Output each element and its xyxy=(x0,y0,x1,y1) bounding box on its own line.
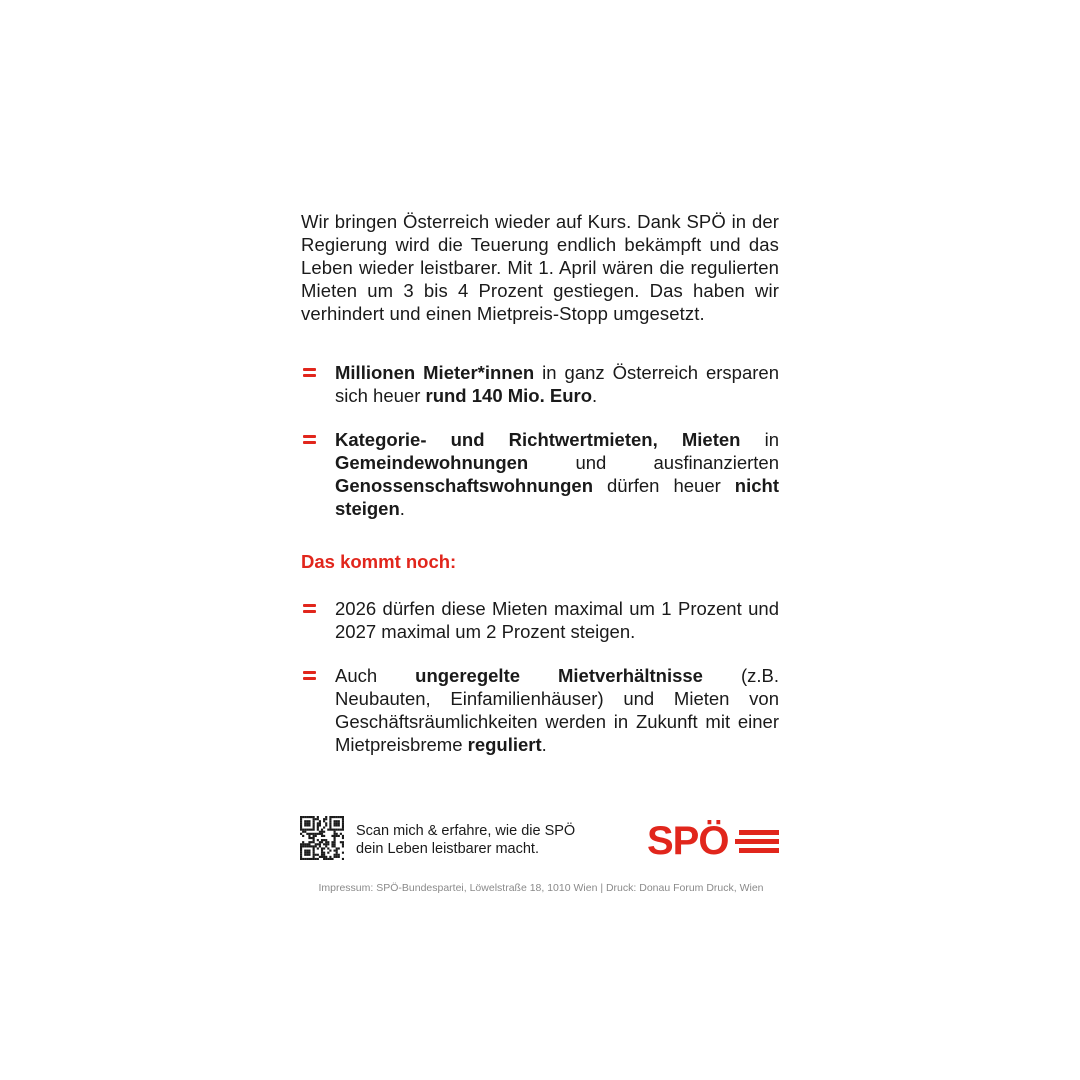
qr-module xyxy=(313,820,315,822)
qr-module xyxy=(329,822,331,824)
qr-module xyxy=(336,833,338,835)
qr-module xyxy=(323,820,325,822)
qr-module xyxy=(304,816,306,818)
qr-module xyxy=(323,843,325,845)
qr-module xyxy=(313,845,315,847)
qr-module xyxy=(331,845,333,847)
body-text: 2026 dürfen diese Mieten maximal um 1 Prozent und 2027 maximal um 2 Prozent steigen. xyxy=(335,598,779,642)
qr-module xyxy=(336,854,338,856)
qr-module xyxy=(300,822,302,824)
bullet-text xyxy=(335,598,779,642)
qr-module xyxy=(323,831,325,833)
qr-module xyxy=(302,829,304,831)
qr-module xyxy=(304,850,306,852)
qr-module xyxy=(340,829,342,831)
qr-module xyxy=(321,833,323,835)
qr-module xyxy=(304,845,306,847)
emphasis-text: rund 140 Mio. Euro xyxy=(425,385,593,406)
qr-module xyxy=(319,831,321,833)
qr-module xyxy=(313,850,315,852)
qr-module xyxy=(323,856,325,858)
qr-module xyxy=(327,858,329,860)
qr-module xyxy=(338,816,340,818)
qr-module xyxy=(304,822,306,824)
qr-module xyxy=(304,858,306,860)
qr-module xyxy=(308,858,310,860)
qr-module xyxy=(300,818,302,820)
qr-module xyxy=(338,829,340,831)
body-text: und ausfinanzierten xyxy=(528,452,779,473)
qr-module xyxy=(317,847,319,849)
qr-module xyxy=(325,845,327,847)
emphasis-text: ungeregelte Mietverhältnisse xyxy=(415,665,703,686)
equals-bullet-icon xyxy=(303,671,316,680)
qr-module xyxy=(313,816,315,818)
emphasis-text: nicht steigen xyxy=(335,475,779,519)
qr-module xyxy=(334,835,336,837)
qr-module xyxy=(306,843,308,845)
qr-module xyxy=(313,822,315,824)
qr-module xyxy=(306,833,308,835)
qr-module xyxy=(342,822,344,824)
qr-module xyxy=(329,824,331,826)
qr-module xyxy=(302,816,304,818)
qr-module xyxy=(315,818,317,820)
qr-module xyxy=(308,837,310,839)
qr-module xyxy=(329,826,331,828)
qr-module xyxy=(342,820,344,822)
qr-module xyxy=(325,816,327,818)
qr-module xyxy=(342,837,344,839)
qr-module xyxy=(325,824,327,826)
qr-module xyxy=(302,831,304,833)
bullet-item xyxy=(301,361,779,407)
qr-module xyxy=(342,824,344,826)
body-text: dürfen heuer xyxy=(593,475,735,496)
qr-module xyxy=(342,826,344,828)
qr-module xyxy=(317,839,319,841)
qr-module xyxy=(308,854,310,856)
section-subheading: Das kommt noch: xyxy=(301,551,457,572)
qr-module xyxy=(304,831,306,833)
bullet-list-upcoming xyxy=(301,597,779,756)
qr-module xyxy=(329,850,331,852)
qr-module xyxy=(334,841,336,843)
qr-module xyxy=(302,858,304,860)
emphasis-text: Gemeindewohnungen xyxy=(335,452,529,473)
intro-paragraph: Wir bringen Österreich wieder auf Kurs. Dank SPÖ in der Regierung wird die Teuerung endlich bekämpft und das Leben wieder leistbarer. Mit 1. April wären die regulierten Mieten um 3 bis 4 Prozent gestiegen. Das haben wir verhindert und einen Mietpreis-Stopp umgesetzt. xyxy=(301,211,779,324)
qr-module xyxy=(300,847,302,849)
qr-module xyxy=(317,854,319,856)
qr-module xyxy=(327,829,329,831)
qr-module xyxy=(329,829,331,831)
qr-module xyxy=(334,843,336,845)
qr-module xyxy=(313,835,315,837)
qr-module xyxy=(313,833,315,835)
qr-module xyxy=(310,845,312,847)
qr-module xyxy=(334,854,336,856)
bullet-text xyxy=(335,362,779,406)
qr-module xyxy=(336,822,338,824)
qr-module xyxy=(306,822,308,824)
qr-module xyxy=(342,816,344,818)
qr-module xyxy=(300,845,302,847)
qr-module xyxy=(308,820,310,822)
qr-module xyxy=(342,852,344,854)
qr-module xyxy=(334,820,336,822)
qr-module xyxy=(317,824,319,826)
bullet-item xyxy=(301,664,779,756)
qr-module xyxy=(321,854,323,856)
qr-module xyxy=(323,839,325,841)
qr-module xyxy=(306,824,308,826)
qr-module xyxy=(304,824,306,826)
qr-module xyxy=(334,831,336,833)
qr-module xyxy=(313,841,315,843)
qr-module xyxy=(334,824,336,826)
qr-module xyxy=(323,835,325,837)
qr-module xyxy=(336,852,338,854)
qr-module xyxy=(304,854,306,856)
qr-module xyxy=(300,852,302,854)
bullet-text xyxy=(335,429,779,519)
qr-module xyxy=(327,852,329,854)
qr-module xyxy=(310,837,312,839)
qr-module xyxy=(308,852,310,854)
qr-module xyxy=(327,847,329,849)
qr-module xyxy=(313,837,315,839)
qr-module xyxy=(334,850,336,852)
qr-module xyxy=(310,829,312,831)
body-text: Auch xyxy=(335,665,416,686)
qr-module xyxy=(325,822,327,824)
qr-module xyxy=(304,843,306,845)
qr-module xyxy=(336,856,338,858)
qr-module xyxy=(319,824,321,826)
qr-module xyxy=(308,835,310,837)
qr-module xyxy=(317,822,319,824)
qr-module xyxy=(300,826,302,828)
qr-module xyxy=(342,858,344,860)
qr-module xyxy=(342,835,344,837)
qr-module xyxy=(308,829,310,831)
body-text: in xyxy=(740,429,779,450)
qr-module xyxy=(325,858,327,860)
qr-module xyxy=(304,820,306,822)
qr-module xyxy=(321,839,323,841)
qr-module xyxy=(321,835,323,837)
qr-module xyxy=(336,824,338,826)
qr-module xyxy=(308,843,310,845)
qr-module xyxy=(313,852,315,854)
qr-module xyxy=(313,824,315,826)
qr-module xyxy=(325,856,327,858)
logo-text: SPÖ xyxy=(647,820,729,858)
qr-module xyxy=(323,826,325,828)
qr-module xyxy=(336,816,338,818)
logo-stripe xyxy=(735,839,779,844)
qr-module xyxy=(321,829,323,831)
scan-cta xyxy=(356,822,626,858)
qr-module xyxy=(300,816,302,818)
qr-module xyxy=(329,816,331,818)
qr-module xyxy=(306,845,308,847)
qr-module xyxy=(323,852,325,854)
qr-module xyxy=(304,852,306,854)
emphasis-text: reguliert xyxy=(467,734,542,755)
qr-module xyxy=(319,833,321,835)
qr-module xyxy=(319,841,321,843)
qr-module xyxy=(300,856,302,858)
qr-module xyxy=(317,826,319,828)
qr-module xyxy=(329,820,331,822)
qr-module xyxy=(325,839,327,841)
spoe-logo xyxy=(647,820,779,858)
qr-module xyxy=(308,816,310,818)
qr-module xyxy=(315,833,317,835)
bullet-item xyxy=(301,428,779,520)
body-text: in ganz Österreich ersparen sich heuer xyxy=(335,362,779,406)
body-text: . xyxy=(399,498,405,519)
flyer-content xyxy=(301,210,779,756)
qr-module xyxy=(306,852,308,854)
qr-module xyxy=(306,858,308,860)
qr-module xyxy=(313,839,315,841)
qr-module xyxy=(300,820,302,822)
qr-module xyxy=(313,856,315,858)
qr-module xyxy=(302,835,304,837)
qr-module xyxy=(329,818,331,820)
qr-module xyxy=(313,826,315,828)
equals-bullet-icon xyxy=(303,368,316,377)
qr-module xyxy=(310,816,312,818)
qr-module xyxy=(317,843,319,845)
scan-cta-line: Scan mich & erfahre, wie die SPÖ xyxy=(356,823,576,839)
qr-module xyxy=(315,835,317,837)
qr-module xyxy=(329,856,331,858)
qr-module xyxy=(317,858,319,860)
qr-module xyxy=(342,829,344,831)
qr-module xyxy=(315,854,317,856)
qr-module xyxy=(338,835,340,837)
qr-module xyxy=(329,858,331,860)
qr-module xyxy=(342,845,344,847)
qr-module xyxy=(319,843,321,845)
qr-module xyxy=(334,856,336,858)
qr-module xyxy=(308,850,310,852)
qr-module xyxy=(336,829,338,831)
qr-module xyxy=(327,841,329,843)
qr-module xyxy=(338,854,340,856)
qr-module xyxy=(300,829,302,831)
qr-module xyxy=(334,833,336,835)
logo-stripe xyxy=(739,848,779,853)
body-text: (z.B. Neubauten, Einfamilienhäuser) und Mieten von Geschäftsräumlichkeiten werden in Zukunft mit einer Mietpreisbreme xyxy=(335,665,779,755)
qr-module xyxy=(323,847,325,849)
qr-code-icon[interactable] xyxy=(300,816,344,860)
qr-module xyxy=(302,843,304,845)
qr-module xyxy=(336,847,338,849)
qr-module xyxy=(334,837,336,839)
qr-module xyxy=(338,822,340,824)
qr-module xyxy=(308,833,310,835)
qr-module xyxy=(308,822,310,824)
qr-module xyxy=(310,841,312,843)
qr-module xyxy=(310,858,312,860)
qr-module xyxy=(313,854,315,856)
qr-module xyxy=(319,822,321,824)
qr-module xyxy=(319,856,321,858)
qr-module xyxy=(319,820,321,822)
qr-module xyxy=(331,843,333,845)
qr-module xyxy=(306,820,308,822)
qr-module xyxy=(325,818,327,820)
qr-module xyxy=(325,841,327,843)
qr-module xyxy=(315,843,317,845)
qr-module xyxy=(300,854,302,856)
qr-module xyxy=(308,841,310,843)
qr-module xyxy=(334,839,336,841)
qr-module xyxy=(336,850,338,852)
qr-module xyxy=(334,822,336,824)
qr-module xyxy=(342,843,344,845)
qr-module xyxy=(321,850,323,852)
qr-module xyxy=(338,820,340,822)
qr-module xyxy=(336,835,338,837)
bullet-list-achievements xyxy=(301,361,779,520)
qr-module xyxy=(321,841,323,843)
qr-module xyxy=(342,818,344,820)
qr-module xyxy=(317,818,319,820)
body-text: . xyxy=(541,734,547,755)
bullet-item xyxy=(301,597,779,643)
logo-stripe xyxy=(739,830,779,835)
qr-module xyxy=(300,843,302,845)
qr-module xyxy=(321,831,323,833)
qr-module xyxy=(331,816,333,818)
qr-module xyxy=(338,856,340,858)
qr-module xyxy=(300,850,302,852)
footer-row xyxy=(300,816,780,860)
qr-module xyxy=(317,816,319,818)
qr-module xyxy=(308,824,310,826)
qr-module xyxy=(327,843,329,845)
qr-module xyxy=(321,847,323,849)
qr-module xyxy=(325,843,327,845)
qr-module xyxy=(331,829,333,831)
qr-module xyxy=(323,818,325,820)
qr-module xyxy=(300,858,302,860)
qr-module xyxy=(317,833,319,835)
qr-module xyxy=(321,852,323,854)
qr-module xyxy=(331,858,333,860)
qr-module xyxy=(306,829,308,831)
qr-module xyxy=(302,845,304,847)
equals-bullet-icon xyxy=(303,435,316,444)
qr-module xyxy=(313,818,315,820)
qr-module xyxy=(319,845,321,847)
scan-cta-line: dein Leben leistbarer macht. xyxy=(356,841,539,857)
bullet-text xyxy=(335,665,779,755)
qr-module xyxy=(334,845,336,847)
qr-module xyxy=(300,833,302,835)
qr-module xyxy=(331,835,333,837)
qr-module xyxy=(334,816,336,818)
impressum: Impressum: SPÖ-Bundespartei, Löwelstraße 18, 1010 Wien | Druck: Donau Forum Druck, Wien xyxy=(318,882,764,894)
qr-module xyxy=(317,829,319,831)
body-text: . xyxy=(592,385,598,406)
qr-module xyxy=(306,816,308,818)
qr-module xyxy=(306,850,308,852)
qr-module xyxy=(313,847,315,849)
qr-module xyxy=(340,841,342,843)
qr-module xyxy=(340,816,342,818)
qr-module xyxy=(336,820,338,822)
qr-module xyxy=(315,845,317,847)
qr-module xyxy=(306,854,308,856)
qr-module xyxy=(304,829,306,831)
emphasis-text: Genossenschaftswohnungen xyxy=(335,475,594,496)
qr-module xyxy=(313,858,315,860)
emphasis-text: Kategorie- und Richtwertmieten, Mieten xyxy=(335,429,741,450)
equals-bullet-icon xyxy=(303,604,316,613)
qr-module xyxy=(315,858,317,860)
qr-module xyxy=(310,833,312,835)
qr-module xyxy=(308,845,310,847)
qr-module xyxy=(323,854,325,856)
emphasis-text: Millionen Mieter*innen xyxy=(335,362,535,383)
qr-module xyxy=(338,824,340,826)
qr-module xyxy=(302,841,304,843)
qr-module xyxy=(342,841,344,843)
qr-module xyxy=(300,824,302,826)
qr-module xyxy=(331,841,333,843)
qr-module xyxy=(338,847,340,849)
qr-module xyxy=(321,856,323,858)
qr-module xyxy=(334,829,336,831)
qr-module xyxy=(313,829,315,831)
qr-module xyxy=(340,833,342,835)
qr-module xyxy=(323,858,325,860)
